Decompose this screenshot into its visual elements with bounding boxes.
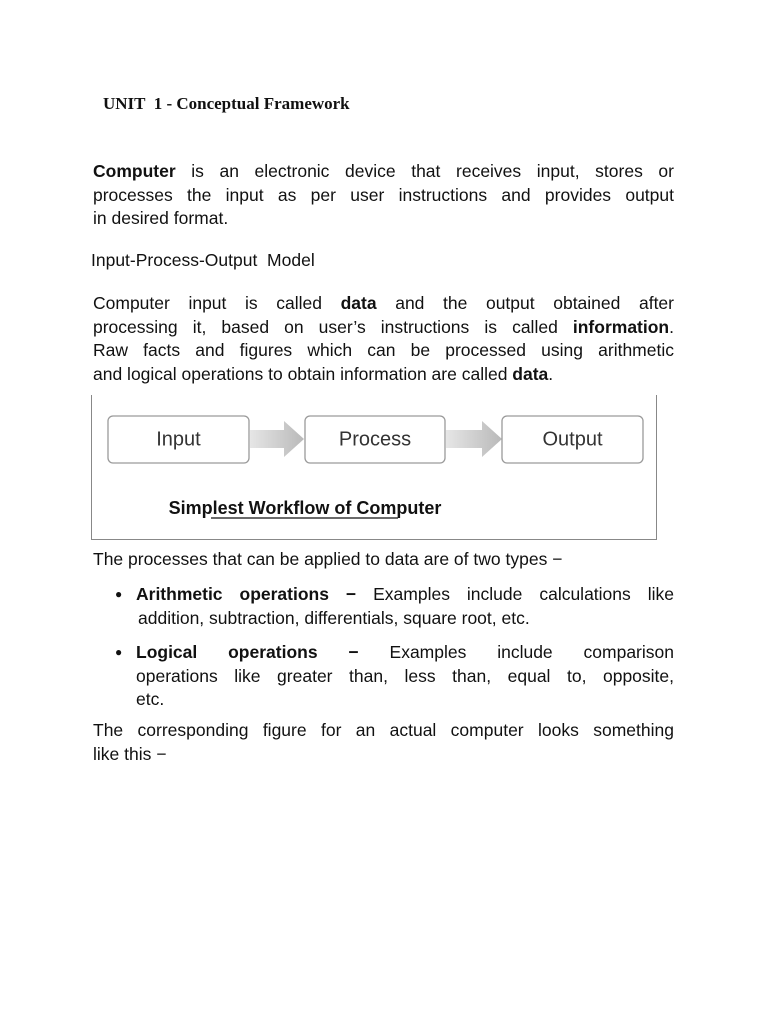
bullet-dot-icon: ● [115, 587, 123, 601]
data-line-3: Raw facts and figures which can be processed using arithmetic [93, 340, 674, 360]
data-line-2-c: . [669, 316, 674, 337]
data-line-2 [93, 316, 674, 340]
workflow-box-input [108, 416, 249, 463]
workflow-label-output: Output [542, 428, 603, 451]
arithmetic-line-1 [136, 583, 674, 607]
workflow-diagram [92, 395, 656, 539]
data-term-2: data [512, 363, 549, 384]
logical-title: Logical operations − [136, 642, 359, 662]
workflow-box-process [305, 416, 445, 463]
arithmetic-line-1-rest: Examples include calculations like [356, 584, 674, 604]
definition-line-1-rest: is an electronic device that receives input, stores or [175, 161, 674, 181]
data-line-4 [93, 363, 674, 387]
workflow-box-output [502, 416, 643, 463]
types-intro [93, 548, 674, 572]
arrow-process-to-output [446, 421, 502, 457]
computer-definition [93, 160, 674, 231]
logical-line-1 [136, 641, 674, 665]
arithmetic-title: Arithmetic operations − [136, 584, 357, 604]
logical-line-1-rest: Examples include comparison [358, 642, 674, 662]
computer-term: Computer [93, 161, 176, 181]
types-intro-b: two types − [473, 549, 563, 569]
list-item-logical [93, 641, 674, 712]
arithmetic-line-2: addition, subtraction, differentials, square root, etc. [138, 607, 530, 628]
list-item-arithmetic [93, 583, 674, 630]
data-line-2-a: processing it, based on user’s instructions is called [93, 316, 573, 337]
data-line-1-c: and the output obtained after [376, 293, 674, 313]
closing-line-1: The corresponding figure for an actual computer looks something [93, 720, 674, 740]
definition-line-2: processes the input as per user instructions and provides output [93, 184, 674, 205]
data-definition [93, 292, 674, 386]
workflow-caption: Simplest Workflow of Computer [168, 498, 442, 518]
unit-title: UNIT 1 - Conceptual Framework [103, 94, 350, 113]
closing-line-2: like this − [93, 743, 167, 764]
workflow-label-input: Input [156, 428, 201, 451]
arrow-input-to-process [250, 421, 304, 457]
data-line-1 [93, 292, 674, 316]
data-line-4-a: and logical operations to obtain information are called [93, 363, 513, 384]
data-line-4-c: . [548, 363, 554, 384]
data-line-1-a: Computer input is called [93, 293, 341, 313]
model-heading: Input-Process-Output Model [91, 250, 315, 270]
types-intro-a: The processes that can be applied to data are of [93, 549, 474, 569]
definition-line-1 [93, 160, 674, 184]
definition-line-3: in desired format. [93, 208, 229, 228]
workflow-label-process: Process [338, 428, 412, 451]
workflow-figure [91, 395, 657, 540]
operations-list [93, 583, 674, 712]
information-term: information [572, 316, 670, 337]
closing-paragraph [93, 719, 674, 766]
data-term: data [340, 293, 377, 313]
bullet-dot-icon: ● [115, 645, 123, 659]
logical-line-3: etc. [136, 689, 165, 709]
logical-line-2: operations like greater than, less than, equal to, opposite, [136, 665, 674, 686]
